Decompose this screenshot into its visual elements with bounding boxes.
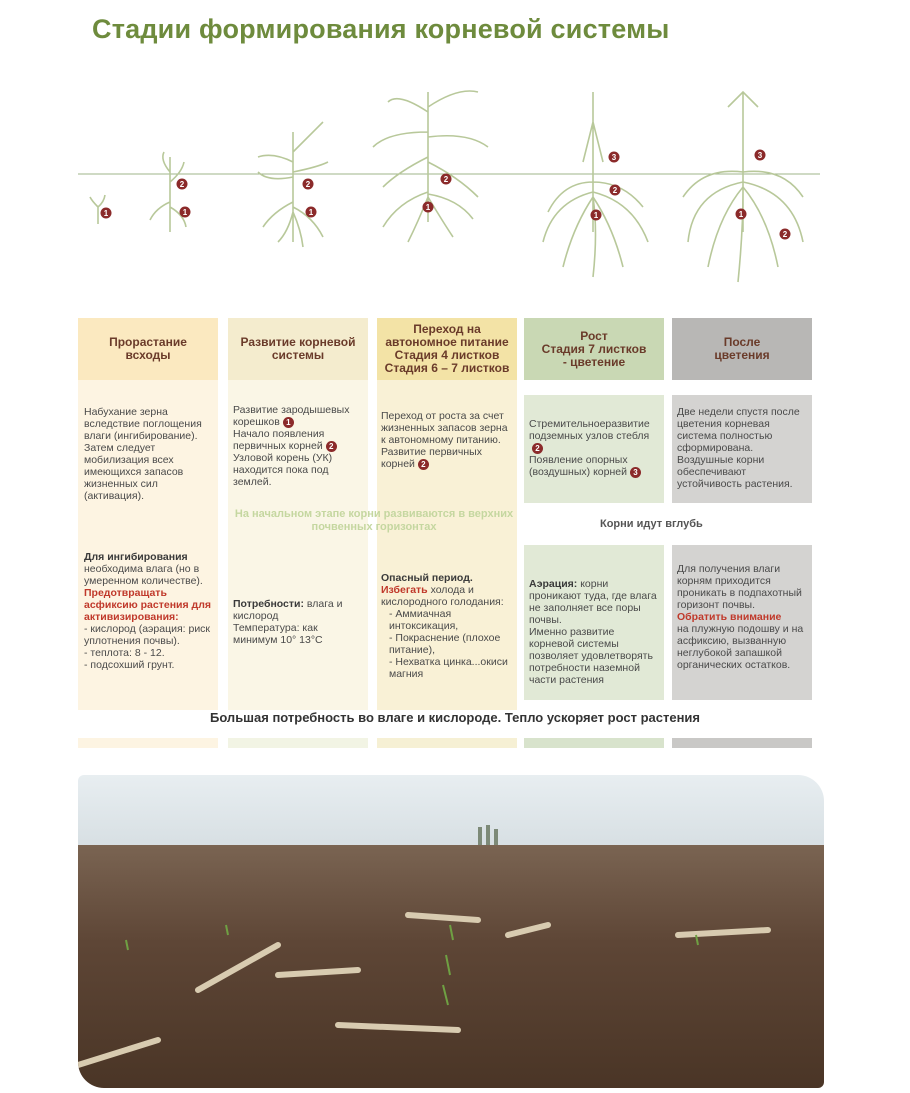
stripe-5 xyxy=(672,738,812,748)
stage-header-4: Рост Стадия 7 листков - цветение xyxy=(524,318,664,380)
svg-text:1: 1 xyxy=(738,210,744,219)
svg-text:1: 1 xyxy=(593,211,599,220)
row2-col5: Для получения влаги корням приходится проникать в подпахотный горизонт почвы. Обратить внимание на плужную подошву и на асфиксию, вызванную неглубокой запашкой органических остатков. xyxy=(677,563,804,671)
page-title: Стадии формирования корневой системы xyxy=(92,14,670,44)
svg-text:2: 2 xyxy=(305,180,311,189)
stripe-4 xyxy=(524,738,664,748)
svg-text:2: 2 xyxy=(179,180,185,189)
svg-text:1: 1 xyxy=(308,208,314,217)
summary-line: Большая потребность во влаге и кислороде. Тепло ускоряет рост растения xyxy=(209,710,701,725)
stage-header-3: Переход на автономное питание Стадия 4 листков Стадия 6 – 7 листков xyxy=(377,318,517,380)
row1-col3: Переход от роста за счет жизненных запасов зерна к автономному питанию. Развитие первичных корней 2 xyxy=(381,410,508,470)
svg-text:1: 1 xyxy=(182,208,188,217)
row1-col2: Развитие зародышевых корешков 1 Начало появления первичных корней 2 Узловой корень (УК) находится пока под землей. xyxy=(233,404,350,488)
stage-header-5: После цветения xyxy=(672,318,812,380)
row1-col4: Стремительноеразвитие подземных узлов стебля2 Появление опорных (воздушных) корней 3 xyxy=(529,418,650,478)
row2-col1: Для ингибирования необходима влага (но в умеренном количестве). Предотвращать асфиксию растения для активизирования: - кислород (аэрация: риск уплотнения почвы). - теплота: 8 - 12. - подсохший грунт. xyxy=(84,551,216,671)
svg-text:2: 2 xyxy=(782,230,788,239)
row1-col5: Две недели спустя после цветения корневая система полностью сформирована. Воздушные корни обеспечивают устойчивость растения. xyxy=(677,406,800,490)
row2-col2: Потребности: влага и кислород Температура: как минимум 10° 13°С xyxy=(233,598,343,646)
stripe-1 xyxy=(78,738,218,748)
svg-text:2: 2 xyxy=(443,175,449,184)
svg-text:3: 3 xyxy=(757,151,763,160)
svg-text:1: 1 xyxy=(103,209,109,218)
row2-col3: Опасный период. Избегать холода и кислородного голодания: - Аммиачная интоксикация, - Покраснение (плохое питание), - Нехватка цинка...окиси магния xyxy=(381,572,513,680)
upper-horizons-note: На начальном этапе корни развиваются в верхних почвенных горизонтах xyxy=(234,508,514,533)
roots-go-deep-note: Корни идут вглубь xyxy=(600,518,703,530)
svg-text:1: 1 xyxy=(425,203,431,212)
svg-text:3: 3 xyxy=(611,153,617,162)
row1-col1: Набухание зерна вследствие поглощения влаги (ингибирование). Затем следует мобилизация всех имеющихся запасов жизненных сил (активация). xyxy=(84,406,202,502)
svg-text:2: 2 xyxy=(612,186,618,195)
stage-header-1: Прорастание всходы xyxy=(78,318,218,380)
stripe-3 xyxy=(377,738,517,748)
stage-header-2: Развитие корневой системы xyxy=(228,318,368,380)
field-photo xyxy=(78,775,824,1088)
stripe-2 xyxy=(228,738,368,748)
root-stages-illustration xyxy=(78,82,820,292)
row2-col4: Аэрация: корни проникают туда, где влага не заполняет все поры почвы. Именно развитие корневой системы позволяет удовлетворять потребности наземной части растения xyxy=(529,578,657,686)
